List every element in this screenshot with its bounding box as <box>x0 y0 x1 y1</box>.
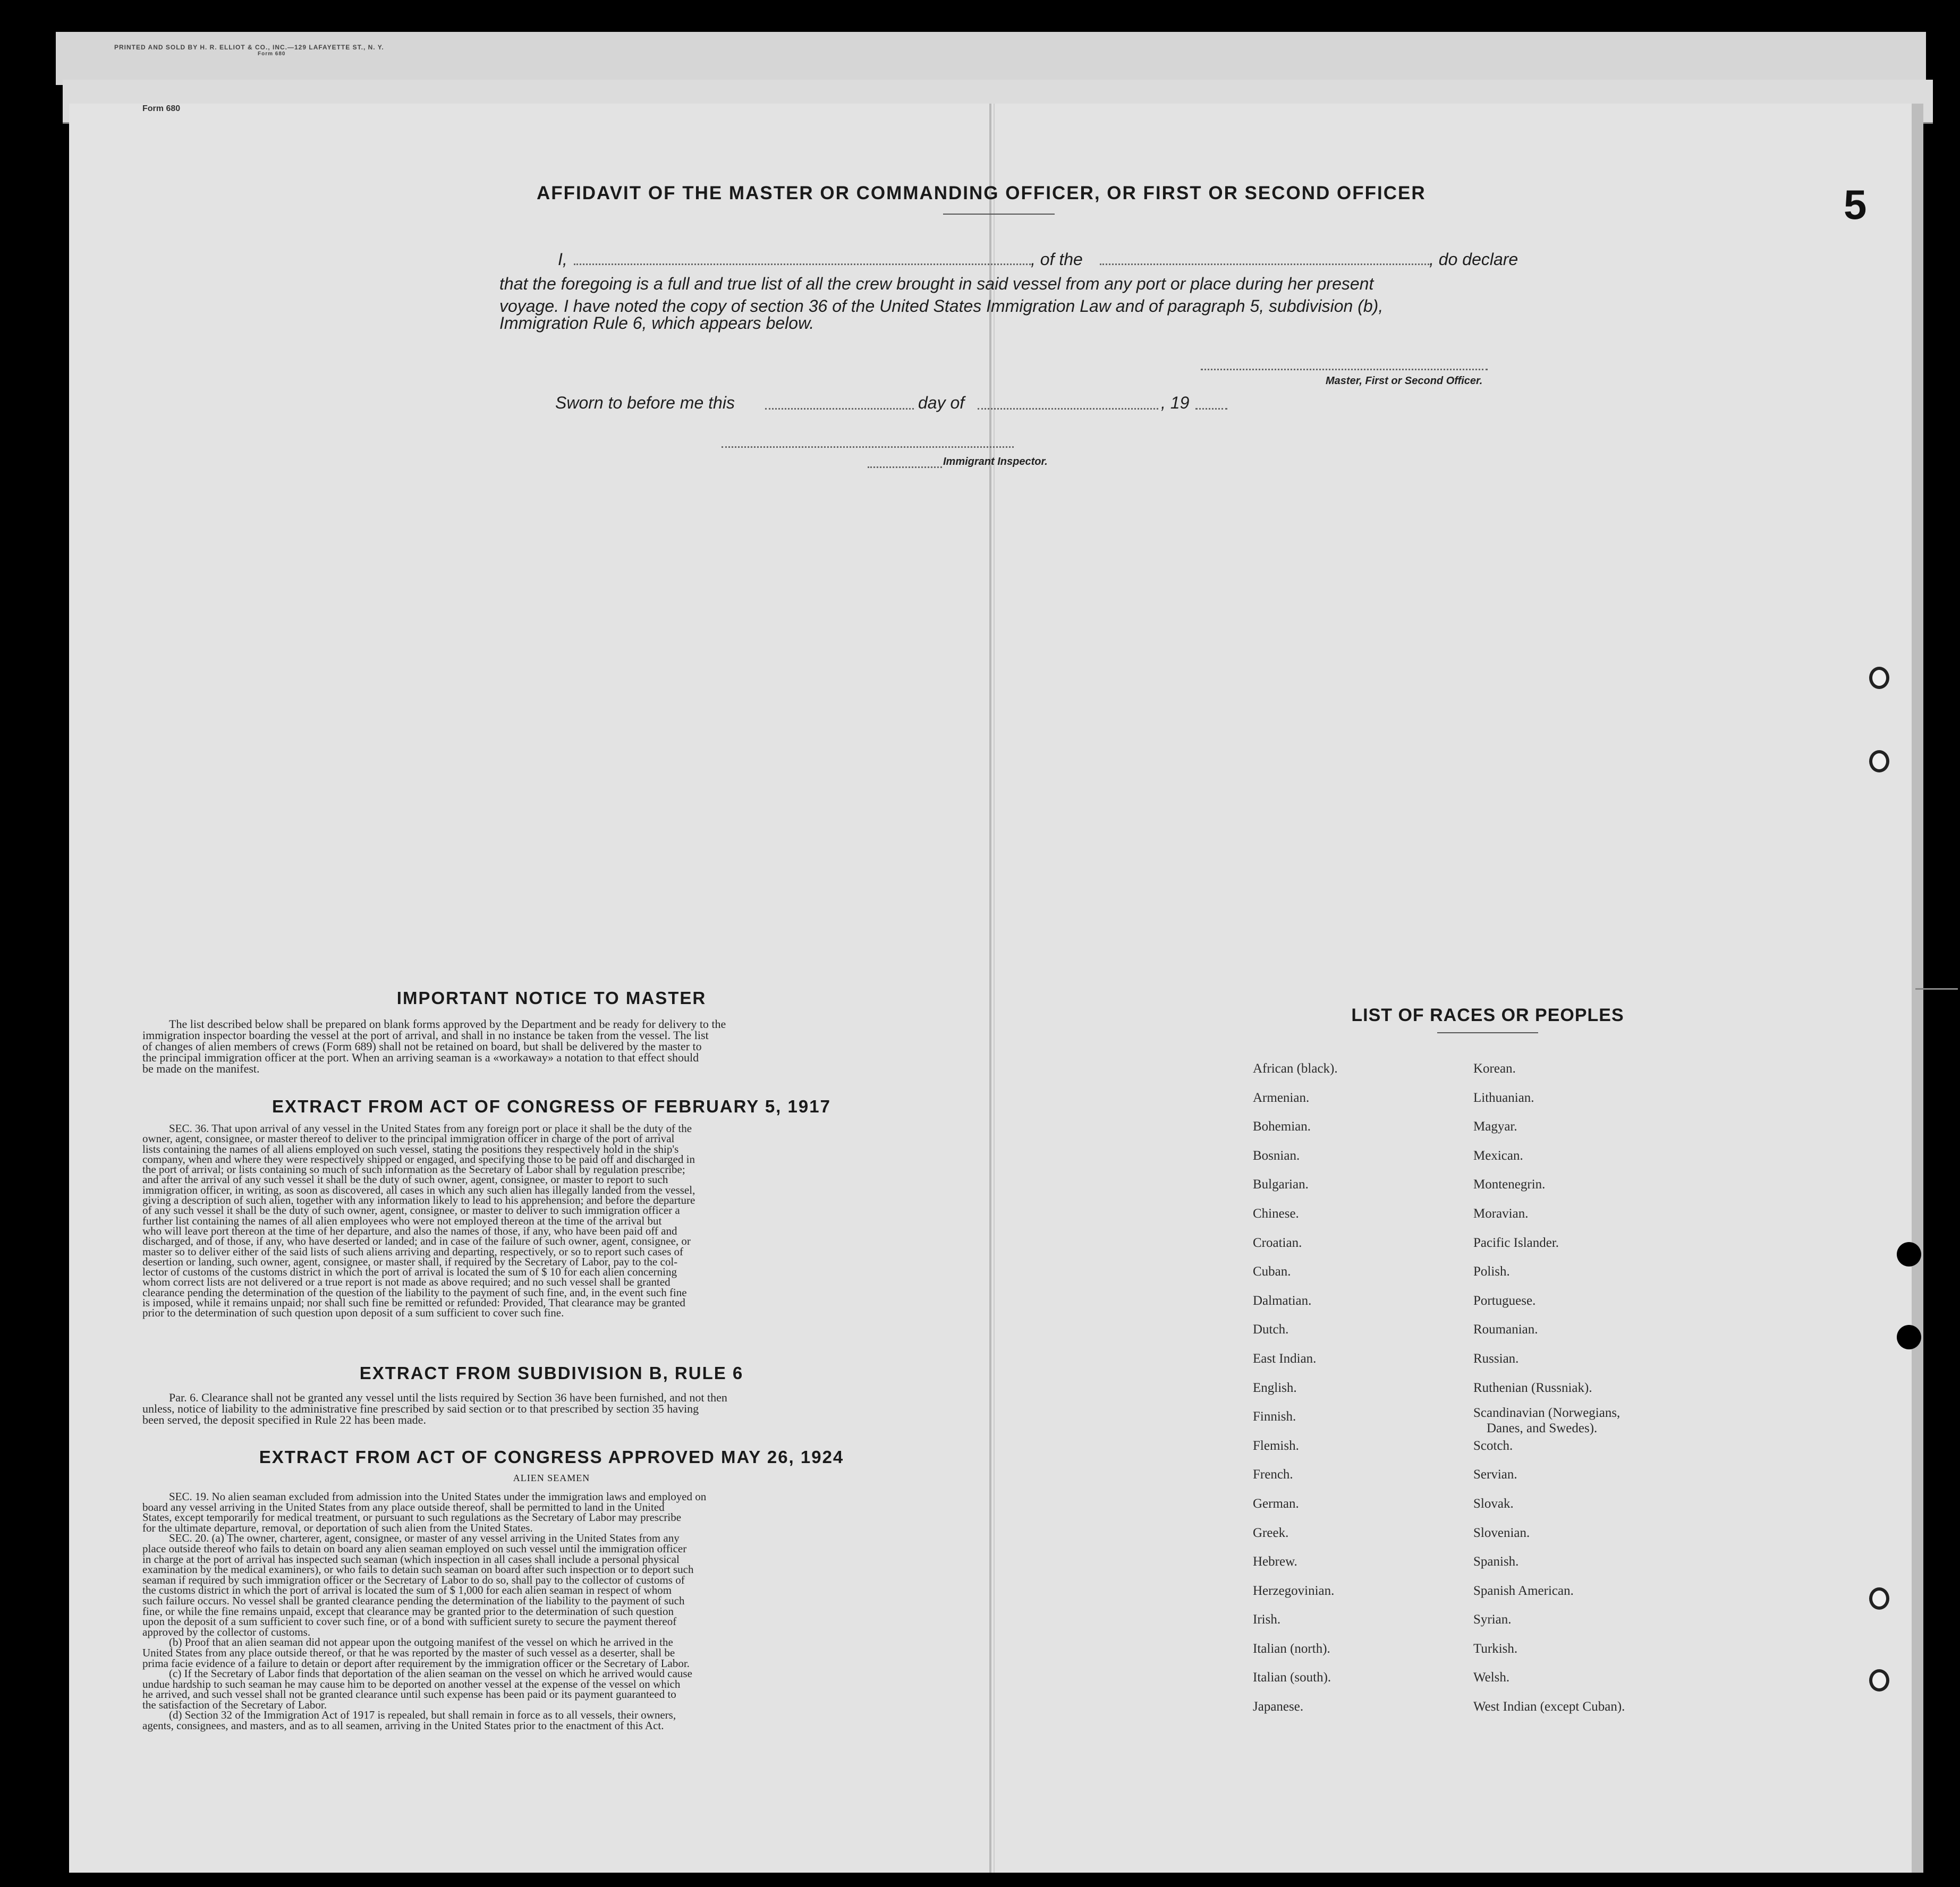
extract-1917-line: prior to the determination of such question upon deposit of a sum sufficient to cover such fine. <box>142 1306 564 1320</box>
affidavit-line2: that the foregoing is a full and true list of all the crew brought in said vessel from any port or place during her present <box>499 274 1374 293</box>
vessel-field[interactable] <box>1100 264 1429 265</box>
sworn-day-field[interactable] <box>765 408 914 410</box>
form-number: Form 680 <box>142 104 181 113</box>
extract-1924-line: seaman if required by such immigration officer or the Secretary of Labor to do so, shall pay to the collector of customs of <box>142 1573 685 1586</box>
center-fold-shadow <box>994 104 995 1873</box>
extract-1924-line: for the ultimate departure, removal, or deportation of such alien from the United States. <box>142 1521 533 1534</box>
extract-1924-line: prima facie evidence of a failure to detain or deport after requirement by the immigration officer or the Secretary of Labor. <box>142 1656 690 1670</box>
extract-1924-line: undue hardship to such seaman he may cause him to be deported on another vessel at the expense of the vessel on which <box>142 1677 681 1690</box>
extract-1917-line: the port of arrival; or lists containing so much of such information as the Secretary of Labor shall by regulation prescribe; <box>142 1163 685 1176</box>
extract-1917-line: giving a description of such alien, together with any information likely to lead to his apprehension; and before the departure <box>142 1194 695 1207</box>
race-item: Spanish. <box>1473 1554 1519 1569</box>
extract-1917-line: discharged, and of those, if any, who have deserted or landed; and in case of the failure of such owner, agent, consignee, or <box>142 1235 691 1248</box>
extract-1917-line: owner, agent, consignee, or master thereof to deliver to the principal immigration officer in charge of the port of arrival <box>142 1132 675 1145</box>
extract-1924-line: SEC. 20. (a) The owner, charterer, agent, consignee, or master of any vessel arriving in the United States from any <box>169 1532 680 1545</box>
race-item: Spanish American. <box>1473 1583 1574 1598</box>
extract-1924-title: EXTRACT FROM ACT OF CONGRESS APPROVED MAY 26, 1924 <box>259 1447 844 1467</box>
extract-rule6-text <box>142 1392 961 1425</box>
extract-1924-line: the customs district in which the port of arrival is located the sum of $ 1,000 for each alien seaman in respect of whom <box>142 1584 672 1597</box>
extract-rule6-title: EXTRACT FROM SUBDIVISION B, RULE 6 <box>359 1363 744 1383</box>
race-item: Bohemian. <box>1253 1119 1311 1134</box>
race-item: Italian (north). <box>1253 1641 1330 1656</box>
race-item: Ruthenian (Russniak). <box>1473 1380 1592 1395</box>
notice-line: the principal immigration officer at the port. When an arriving seaman is a «workaway» a notation to that effect should <box>142 1051 699 1064</box>
year-text: , 19 <box>1161 393 1190 412</box>
extract-1924-line: board any vessel arriving in the United States from any place outside thereof, shall be permitted to land in the United <box>142 1500 665 1514</box>
race-item: Croatian. <box>1253 1235 1302 1250</box>
extract-1924-line: (c) If the Secretary of Labor finds that deportation of the alien seaman on the vessel on which he arrived would cause <box>169 1667 692 1680</box>
races-title: LIST OF RACES OR PEOPLES <box>1351 1005 1624 1025</box>
extract-rule6-line: Par. 6. Clearance shall not be granted any vessel until the lists required by Section 36 have been furnished, and not then <box>169 1391 727 1404</box>
race-item: Herzegovinian. <box>1253 1583 1335 1598</box>
extract-1924-line: place outside thereof who fails to detain on board any alien seaman employed on such vessel until the immigration officer <box>142 1542 687 1555</box>
race-item: Russian. <box>1473 1351 1519 1366</box>
extract-1924-line: (b) Proof that an alien seaman did not appear upon the outgoing manifest of the vessel on which he arrived in the <box>169 1636 673 1649</box>
inspector-label: Immigrant Inspector. <box>943 456 1048 468</box>
page-mark: 5 <box>1844 181 1867 228</box>
extract-1917-line: lists containing the names of all aliens employed on such vessel, stating the positions they respectively hold in the ship's <box>142 1142 679 1155</box>
race-item: Pacific Islander. <box>1473 1235 1559 1250</box>
affidavit-line4: Immigration Rule 6, which appears below. <box>499 313 814 333</box>
extract-1924-line: agents, consignees, and masters, and as to all seamen, arriving in the United States prior to the enactment of this Act. <box>142 1719 664 1732</box>
race-item: East Indian. <box>1253 1351 1317 1366</box>
race-item: Mexican. <box>1473 1148 1523 1163</box>
race-item: Polish. <box>1473 1264 1510 1279</box>
race-item: Bosnian. <box>1253 1148 1300 1163</box>
race-item: Dutch. <box>1253 1322 1289 1337</box>
extract-1917-line: company, when and where they were respectively shipped or engaged, and specifying those to be paid off and discharged in <box>142 1152 695 1166</box>
binder-hole-3 <box>1897 1242 1921 1266</box>
race-item: Welsh. <box>1473 1670 1510 1685</box>
extract-1924-line: SEC. 19. No alien seaman excluded from admission into the United States under the immigration laws and employed on <box>169 1490 707 1503</box>
binder-hole-6 <box>1869 1669 1889 1692</box>
race-item: Montenegrin. <box>1473 1177 1546 1192</box>
affidavit-line3: voyage. I have noted the copy of section 36 of the United States Immigration Law and of paragraph 5, subdivision (b), <box>499 296 1384 316</box>
race-item: Turkish. <box>1473 1641 1518 1656</box>
extract-rule6-line: unless, notice of liability to the administrative fine prescribed by said section or to that prescribed by section 35 having <box>142 1402 699 1415</box>
notice-line: immigration inspector boarding the vessel at the port of arrival, and shall in no instance be taken from the vessel. The list <box>142 1028 709 1042</box>
races-right-column <box>1473 1061 1625 1729</box>
affidavit-i: I, <box>558 250 567 269</box>
race-item: Roumanian. <box>1473 1322 1538 1337</box>
extract-1924-line: fine, or while the fine remains unpaid, except that clearance may be granted prior to the determination of such question <box>142 1604 674 1618</box>
races-title-rule <box>1437 1032 1538 1033</box>
extract-1924-line: approved by the collector of customs. <box>142 1625 311 1638</box>
extract-1924-line: United States from any place outside thereof, or that he was reported by the master of such vessel as a deserter, shall be <box>142 1646 675 1659</box>
race-item: Magyar. <box>1473 1119 1517 1134</box>
race-item: German. <box>1253 1496 1299 1511</box>
extract-1924-line: such failure occurs. No vessel shall be granted clearance pending the determination of the liability to the payment of such <box>142 1594 685 1607</box>
race-item: Syrian. <box>1473 1612 1512 1627</box>
extract-1917-line: immigration officer, in writing, as soon as discovered, all cases in which any such alien has illegally landed from the vessel, <box>142 1183 695 1196</box>
affidavit-of-the: , of the <box>1031 250 1083 269</box>
race-item: Scandinavian (Norwegians, Danes, and Swedes). <box>1473 1405 1620 1435</box>
extract-1924-line: he arrived, and such vessel shall not be granted clearance until such expense has been paid or its payment guaranteed to <box>142 1688 676 1701</box>
affidavit-title: AFFIDAVIT OF THE MASTER OR COMMANDING OFFICER, OR FIRST OR SECOND OFFICER <box>537 183 1426 203</box>
race-item: Korean. <box>1473 1061 1516 1076</box>
extract-1924-text <box>142 1492 961 1731</box>
extract-1917-line: of any such vessel it shall be the duty of such owner, agent, consignee, or master to deliver to such immigration officer a <box>142 1204 680 1217</box>
edge-divider <box>1915 988 1958 990</box>
extract-1917-line: master so to deliver either of the said lists of such aliens arriving and departing, respectively, or so to report such cases of <box>142 1245 684 1258</box>
race-item: Italian (south). <box>1253 1670 1331 1685</box>
extract-1924-line: in charge at the port of arrival has inspected such seaman (which inspection in all cases shall include a personal physical <box>142 1552 680 1566</box>
officer-signature-label: Master, First or Second Officer. <box>1326 375 1483 387</box>
center-fold <box>989 104 991 1873</box>
printer-form-number: Form 680 <box>258 51 286 57</box>
extract-1917-line: further list containing the names of all alien employees who were not employed thereon at the time of the arrival but <box>142 1214 662 1227</box>
day-of-text: day of <box>918 393 965 412</box>
race-item: English. <box>1253 1380 1297 1395</box>
race-item: Irish. <box>1253 1612 1281 1627</box>
extract-1917-text <box>142 1124 961 1319</box>
race-item: Lithuanian. <box>1473 1090 1534 1105</box>
extract-1917-line: SEC. 36. That upon arrival of any vessel in the United States from any foreign port or place it shall be the duty of the <box>169 1122 692 1135</box>
notice-line: be made on the manifest. <box>142 1062 260 1075</box>
race-item: Japanese. <box>1253 1699 1304 1714</box>
extract-1917-line: clearance pending the determination of the question of the liability to the payment of such fine, and, in the event such fine <box>142 1286 687 1299</box>
extract-1924-line: examination by the medical examiners), or who fails to detain such seaman on board after such inspection or to deport such <box>142 1563 694 1576</box>
race-item: Finnish. <box>1253 1409 1296 1424</box>
sworn-year-field[interactable] <box>1195 408 1227 410</box>
affidavit-title-rule <box>943 214 1055 215</box>
extract-1917-line: who will leave port thereon at the time of her departure, and also the names of those, if any, who have been paid off and <box>142 1224 677 1237</box>
race-item: Bulgarian. <box>1253 1177 1309 1192</box>
notice-text <box>142 1018 961 1074</box>
race-item: Slovenian. <box>1473 1525 1530 1540</box>
name-field[interactable] <box>574 264 1031 265</box>
race-item: Hebrew. <box>1253 1554 1297 1569</box>
race-item: Greek. <box>1253 1525 1289 1540</box>
race-item: Scotch. <box>1473 1438 1513 1453</box>
binder-hole-4 <box>1897 1325 1921 1349</box>
extract-1917-title: EXTRACT FROM ACT OF CONGRESS OF FEBRUARY 5, 1917 <box>272 1096 831 1116</box>
race-item: Chinese. <box>1253 1206 1299 1221</box>
binder-hole-2 <box>1869 750 1889 772</box>
race-item: Dalmatian. <box>1253 1293 1312 1308</box>
extract-1924-line: States, except temporarily for medical treatment, or pursuant to such regulations as the Secretary of Labor may prescribe <box>142 1511 682 1524</box>
race-item: Moravian. <box>1473 1206 1529 1221</box>
extract-1917-line: whom correct lists are not delivered or a true report is not made as above required; and no such vessel shall be granted <box>142 1276 671 1289</box>
extract-1917-line: is imposed, while it remains unpaid; nor shall such fine be remitted or refunded: Provided, That clearance may be granted <box>142 1296 685 1310</box>
notice-title: IMPORTANT NOTICE TO MASTER <box>396 988 707 1008</box>
extract-1917-line: desertion or landing, such owner, agent, consignee, or master shall, if required by the Secretary of Labor, pay to the col- <box>142 1255 678 1268</box>
race-item: Flemish. <box>1253 1438 1299 1453</box>
race-item: Slovak. <box>1473 1496 1514 1511</box>
races-left-column <box>1253 1061 1338 1729</box>
inspector-dots <box>868 466 942 468</box>
race-item: Cuban. <box>1253 1264 1291 1279</box>
extract-rule6-line: been served, the deposit specified in Rule 22 has been made. <box>142 1413 426 1426</box>
extract-1917-line: and after the arrival of any such vessel it shall be the duty of such owner, agent, consignee, or master to report to such <box>142 1173 668 1186</box>
extract-1917-line: lector of customs of the customs district in which the port of arrival is located the sum of $ 10 for each alien concerning <box>142 1265 677 1279</box>
sworn-text: Sworn to before me this <box>555 393 735 412</box>
officer-signature-field[interactable] <box>1201 369 1488 370</box>
extract-1924-line: (d) Section 32 of the Immigration Act of 1917 is repealed, but shall remain in force as to all vessels, their owners, <box>169 1708 676 1722</box>
race-item: Armenian. <box>1253 1090 1310 1105</box>
extract-1924-line: upon the deposit of a sum sufficient to cover such fine, or of a bond with sufficient surety to secure the payment thereof <box>142 1615 677 1628</box>
race-item: French. <box>1253 1467 1293 1482</box>
extract-1924-subtitle: ALIEN SEAMEN <box>513 1473 590 1483</box>
race-item: African (black). <box>1253 1061 1338 1076</box>
back-sheet-top <box>56 32 1926 85</box>
inspector-signature-field[interactable] <box>722 446 1014 448</box>
race-item: Servian. <box>1473 1467 1517 1482</box>
notice-line: of changes of alien members of crews (Form 689) shall not be retained on board, but shall be delivered by the master to <box>142 1040 702 1053</box>
notice-line: The list described below shall be prepared on blank forms approved by the Department and be ready for delivery to the <box>169 1017 726 1031</box>
race-item: West Indian (except Cuban). <box>1473 1699 1625 1714</box>
binder-hole-5 <box>1869 1587 1889 1610</box>
race-item: Portuguese. <box>1473 1293 1536 1308</box>
extract-1924-line: the satisfaction of the Secretary of Labor. <box>142 1698 327 1711</box>
printer-line: PRINTED AND SOLD BY H. R. ELLIOT & CO., INC.—129 LAFAYETTE ST., N. Y. <box>114 44 384 51</box>
affidavit-declare: , do declare <box>1429 250 1518 269</box>
binder-hole-1 <box>1869 667 1889 689</box>
sworn-month-field[interactable] <box>978 408 1158 410</box>
